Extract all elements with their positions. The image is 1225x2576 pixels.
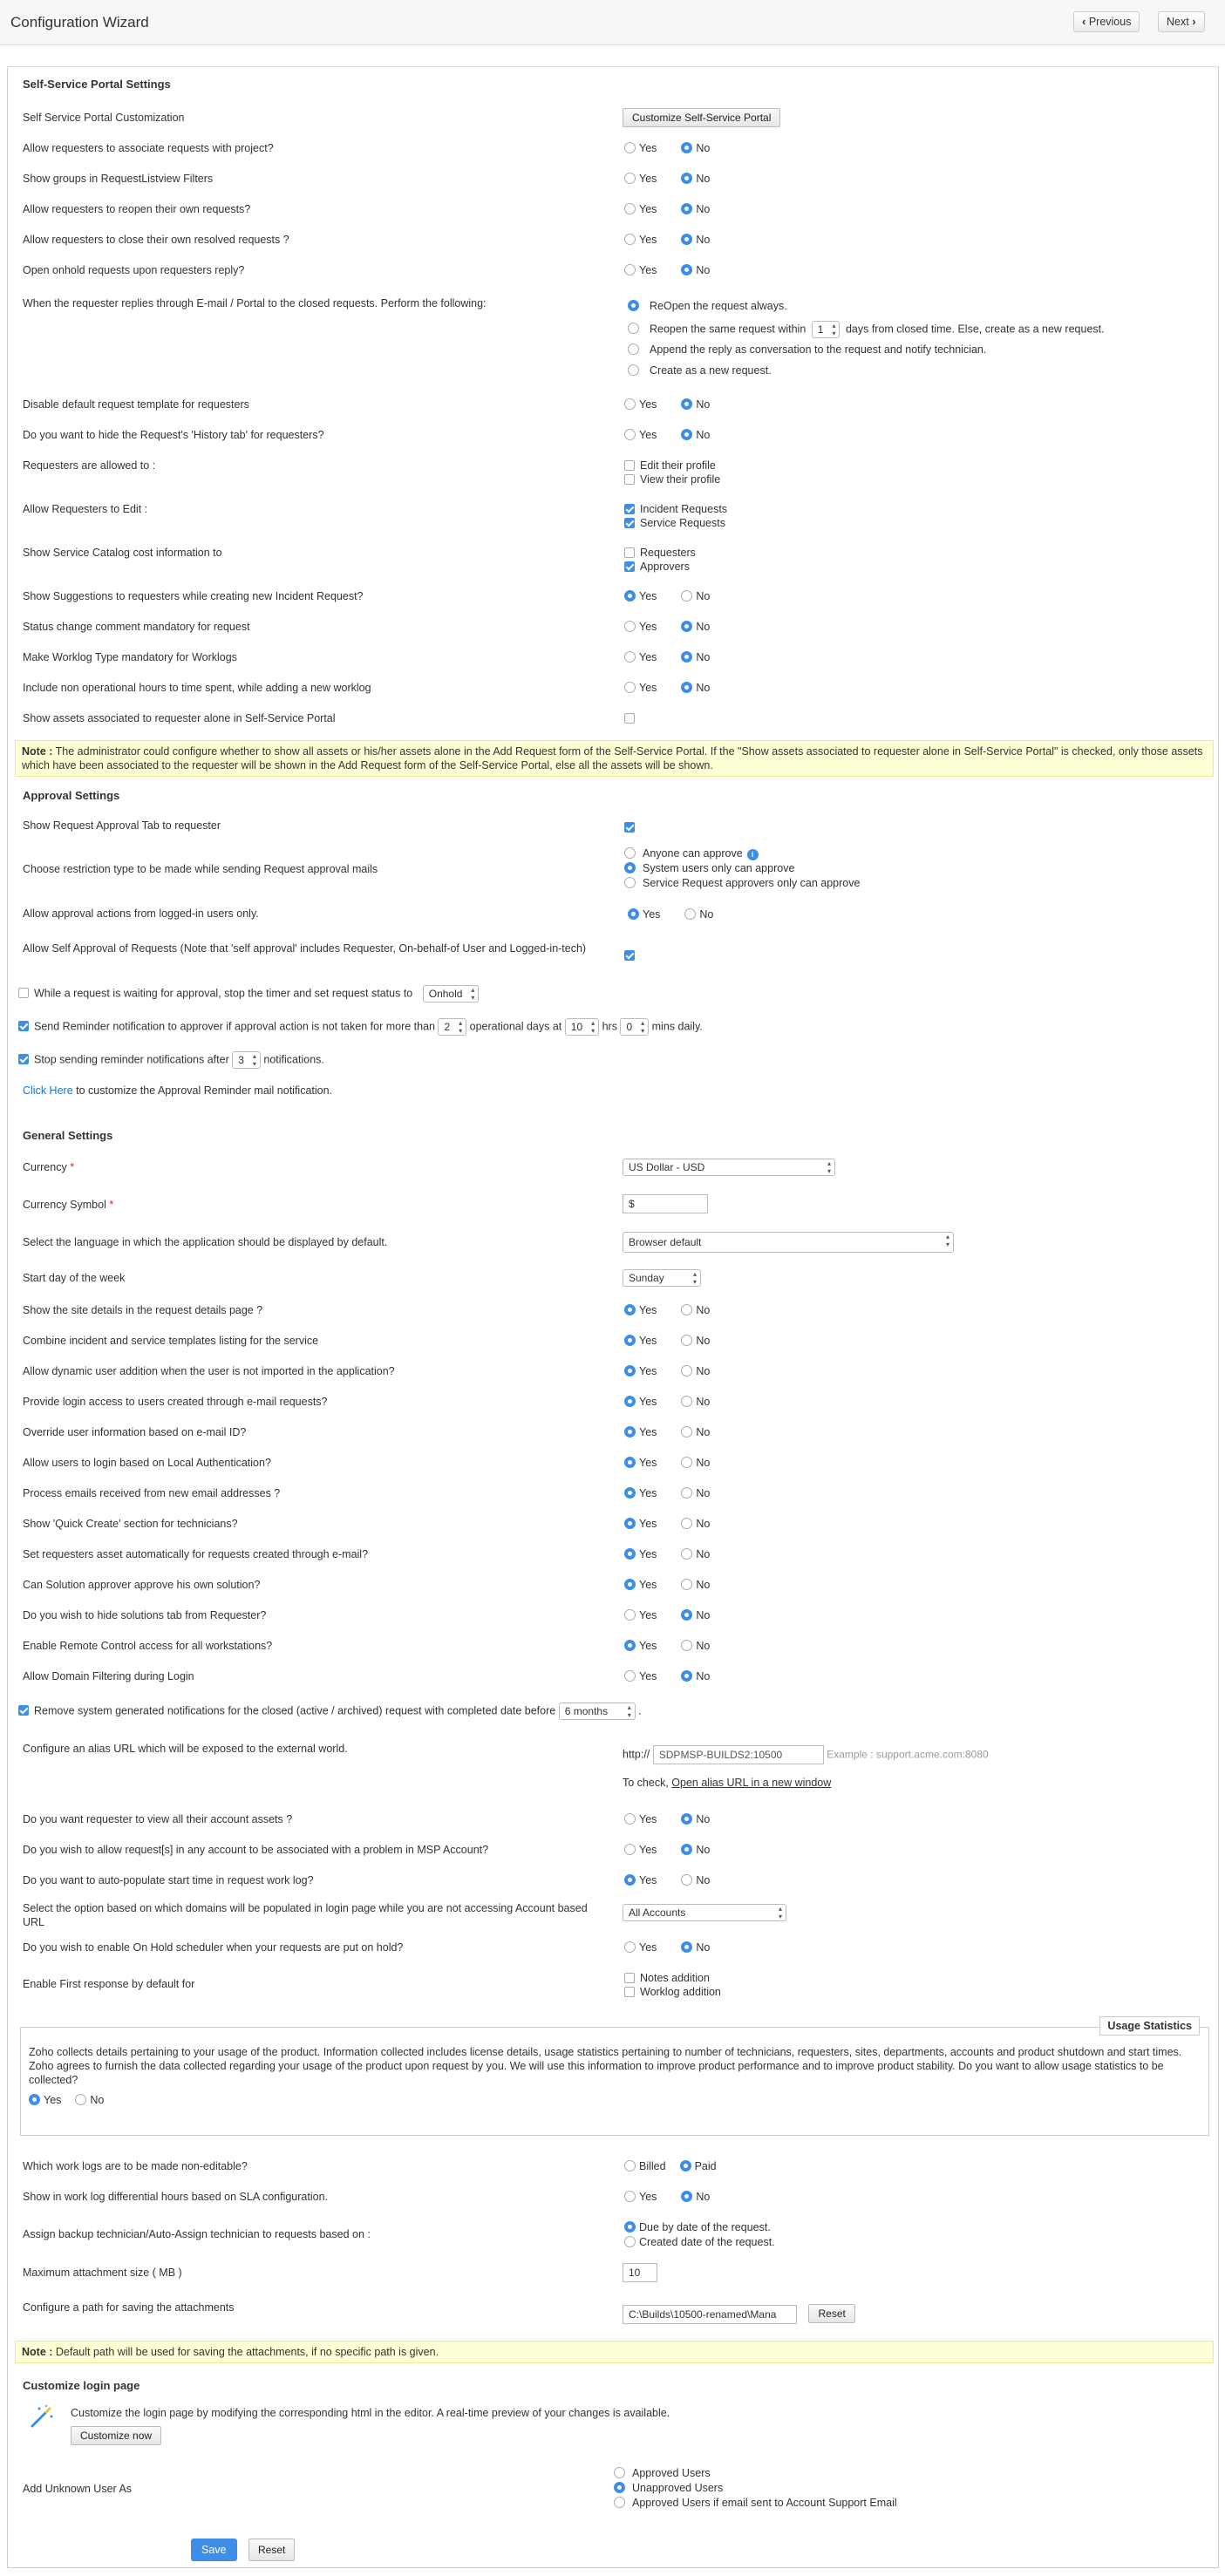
setting-label: Open onhold requests upon requesters reply? [23,264,245,276]
radio-yes[interactable]: Yes [624,650,657,664]
remove-period-select[interactable]: 6 months ▴ ▾ [559,1703,636,1720]
radio-yes[interactable]: Yes [624,398,657,411]
radio-yes[interactable]: Yes [624,1873,657,1887]
radio-no[interactable]: No [681,1940,710,1954]
reply-option-reopen[interactable]: ReOpen the request always. [628,299,787,313]
noneditable-worklog-label: Which work logs are to be made non-editable? [23,2160,248,2172]
requesters-allowed-label: Requesters are allowed to : [23,459,156,472]
setting-label: Show the site details in the request details page ? [23,1304,263,1316]
radio-yes[interactable]: Yes [624,1608,657,1622]
magic-wand-icon [29,2403,55,2433]
setting-label: Do you want to hide the Request's 'History tab' for requesters? [23,429,324,441]
radio-yes[interactable]: Yes [624,620,657,634]
radio-no[interactable]: No [681,1812,710,1826]
setting-label: Combine incident and service templates listing for the service [23,1335,319,1347]
setting-label: Do you want requester to view all their account assets ? [23,1813,293,1825]
radio-anyone-approve[interactable]: Anyone can approve i [624,846,759,860]
save-button[interactable]: Save [191,2539,237,2561]
radio-approved-if-support-email[interactable]: Approved Users if email sent to Account Support Email [614,2496,897,2510]
reply-action-label: When the requester replies through E-mail / Portal to the closed requests. Perform the following: [23,297,487,309]
radio-yes[interactable]: Yes [624,263,657,277]
radio-no[interactable]: No [681,233,710,247]
unknown-user-label: Add Unknown User As [23,2483,133,2495]
chevron-right-icon: › [1192,15,1196,28]
assets-label: Show assets associated to requester alone in Self-Service Portal [23,712,336,724]
radio-yes[interactable]: Yes [624,2190,657,2204]
checkbox-notes-addition[interactable]: Notes addition [624,1971,710,1985]
section-title-login: Customize login page [23,2379,140,2392]
wizard-header [0,0,1225,45]
section-title-approval: Approval Settings [23,789,120,802]
radio-no[interactable]: No [681,1843,710,1857]
radio-no[interactable]: No [684,907,713,921]
setting-label: Set requesters asset automatically for requests created through e-mail? [23,1548,369,1560]
setting-label: Can Solution approver approve his own solution? [23,1579,261,1591]
ssp-customization-label: Self Service Portal Customization [23,112,185,124]
cost-info-label: Show Service Catalog cost information to [23,547,222,559]
onhold-scheduler-label: Do you wish to enable On Hold scheduler when your requests are put on hold? [23,1941,404,1954]
max-attachment-label: Maximum attachment size ( MB ) [23,2267,182,2279]
radio-yes[interactable]: Yes [624,1669,657,1683]
start-day-select[interactable]: Sunday ▴ ▾ [623,1269,701,1287]
radio-yes[interactable]: Yes [29,2093,61,2107]
checkbox-stop-timer[interactable] [18,988,29,998]
radio-yes[interactable]: Yes [628,907,660,921]
max-attachment-input[interactable]: 10 [623,2263,657,2282]
info-icon[interactable]: i [747,849,759,860]
radio-no[interactable]: No [681,1395,710,1409]
radio-approved-users[interactable]: Approved Users [614,2466,711,2480]
radio-no[interactable]: No [681,1578,710,1592]
setting-label: Show 'Quick Create' section for technicians? [23,1518,238,1530]
requesters-edit-label: Allow Requesters to Edit : [23,503,148,515]
radio-system-users-approve[interactable]: System users only can approve [624,861,794,875]
setting-label: Provide login access to users created through e-mail requests? [23,1396,328,1408]
setting-label: Status change comment mandatory for request [23,621,250,633]
alias-url-label: Configure an alias URL which will be exposed to the external world. [23,1743,348,1755]
radio-yes[interactable]: Yes [624,1940,657,1954]
start-day-label: Start day of the week [23,1272,126,1284]
reminder-mins-select[interactable]: 0 ▴ ▾ [620,1018,649,1036]
setting-label: Allow Domain Filtering during Login [23,1670,194,1682]
section-title-general: General Settings [23,1129,113,1142]
currency-symbol-label: Currency Symbol * [23,1199,114,1211]
currency-symbol-input[interactable]: $ [623,1194,708,1213]
timer-status-select[interactable]: Onhold ▴ ▾ [423,985,480,1003]
reply-option-reopen-within[interactable]: Reopen the same request within 1 ▴ ▾ days from closed time. Else, create as a new request. [628,321,1105,338]
usage-statistics-text: Zoho collects details pertaining to your usage of the product. Information collected includes license details, usage statistics pertaining to number of technicians, requesters, sites, departments, accounts and product shutdown and start times. Zoho agrees to furnish the data collected regarding your usage of the product upon request by you. We will use this information to improve product performance and to improve product stability. Do you want to allow usage statistics to be collected? [29,2046,1182,2086]
radio-no[interactable]: No [681,1608,710,1622]
checkbox-remove-notifications[interactable] [18,1705,29,1716]
radio-no[interactable]: No [681,428,710,442]
checkbox-service-requests[interactable]: Service Requests [624,516,725,530]
radio-yes[interactable]: Yes [624,1578,657,1592]
radio-no[interactable]: No [681,1873,710,1887]
radio-yes[interactable]: Yes [624,1425,657,1439]
radio-paid[interactable]: Paid [680,2159,717,2173]
restriction-label: Choose restriction type to be made while sending Request approval mails [23,863,378,875]
radio-no[interactable]: No [681,1364,710,1378]
setting-label: Allow requesters to associate requests with project? [23,142,274,154]
domain-select[interactable]: All Accounts ▴ ▾ [623,1904,786,1921]
radio-yes[interactable]: Yes [624,428,657,442]
click-here-link[interactable]: Click Here [23,1084,73,1097]
checkbox-edit-profile[interactable]: Edit their profile [624,459,716,472]
radio-yes[interactable]: Yes [624,1334,657,1348]
reply-option-append[interactable]: Append the reply as conversation to the request and notify technician. [628,343,986,357]
setting-label: Allow users to login based on Local Authentication? [23,1457,271,1469]
radio-yes[interactable]: Yes [624,1547,657,1561]
radio-no[interactable]: No [681,1456,710,1470]
path-reset-button[interactable]: Reset [808,2304,854,2323]
radio-yes[interactable]: Yes [624,1486,657,1500]
show-approval-tab-label: Show Request Approval Tab to requester [23,819,221,832]
radio-no[interactable]: No [681,1517,710,1531]
radio-no[interactable]: No [681,1334,710,1348]
radio-yes[interactable]: Yes [624,202,657,216]
radio-no[interactable]: No [681,398,710,411]
radio-no[interactable]: No [681,589,710,603]
customize-now-button[interactable]: Customize now [71,2426,161,2445]
radio-created-date[interactable]: Created date of the request. [624,2235,775,2249]
radio-unapproved-users[interactable]: Unapproved Users [614,2481,723,2495]
checkbox-incident-requests[interactable]: Incident Requests [624,502,727,516]
radio-yes[interactable]: Yes [624,1517,657,1531]
chevron-left-icon: ‹ [1082,15,1086,28]
radio-no[interactable]: No [681,1639,710,1653]
checkbox-cost-approvers[interactable]: Approvers [624,560,690,574]
setting-label: Allow requesters to reopen their own requests? [23,203,251,215]
radio-yes[interactable]: Yes [624,1395,657,1409]
self-approval-label: Allow Self Approval of Requests (Note that 'self approval' includes Requester, On-behalf-of User and Logged-in-tech) [23,942,587,955]
checkbox-send-reminder[interactable] [18,1021,29,1031]
radio-no[interactable]: No [681,1425,710,1439]
checkbox-view-profile[interactable]: View their profile [624,472,720,486]
radio-no[interactable]: No [681,1669,710,1683]
reset-button[interactable]: Reset [248,2539,295,2561]
radio-no[interactable]: No [681,620,710,634]
alias-example: Example : support.acme.com:8080 [827,1748,989,1761]
reminder-days-select[interactable]: 2 ▴ ▾ [438,1018,466,1036]
language-label: Select the language in which the application should be displayed by default. [23,1236,388,1248]
stop-timer-row: While a request is waiting for approval, stop the timer and set request status to Onhold ▴ ▾ [18,985,479,1003]
setting-label: Show Suggestions to requesters while creating new Incident Request? [23,590,364,602]
setting-label: Allow requesters to close their own resolved requests ? [23,234,289,246]
radio-no[interactable]: No [681,263,710,277]
radio-no[interactable]: No [681,2190,710,2204]
remove-notifications-row: Remove system generated notifications for the closed (active / archived) request with completed date before 6 months ▴ ▾ . [18,1703,642,1720]
radio-sr-approvers-approve[interactable]: Service Request approvers only can approve [624,876,860,890]
language-select[interactable]: Browser default ▴ ▾ [623,1232,954,1253]
stop-count-select[interactable]: 3 ▴ ▾ [232,1051,261,1069]
logged-in-label: Allow approval actions from logged-in users only. [23,907,259,920]
reply-option-new[interactable]: Create as a new request. [628,364,772,377]
attachment-path-label: Configure a path for saving the attachments [23,2301,235,2314]
checkbox-self-approval[interactable] [624,948,640,962]
checkbox-worklog-addition[interactable]: Worklog addition [624,1985,721,1999]
usage-statistics-box [20,2020,1209,2136]
attachment-path-note: Note : Default path will be used for saving the attachments, if no specific path is given. [15,2341,1214,2363]
currency-select[interactable]: US Dollar - USD ▴ ▾ [623,1159,835,1176]
radio-no[interactable]: No [681,141,710,155]
radio-yes[interactable]: Yes [624,1303,657,1317]
setting-label: Override user information based on e-mail ID? [23,1426,247,1438]
setting-label: Do you wish to allow request[s] in any account to be associated with a problem in MSP Account? [23,1844,489,1856]
checkbox-cost-requesters[interactable]: Requesters [624,546,696,560]
setting-label: Do you want to auto-populate start time in request work log? [23,1874,314,1886]
radio-yes[interactable]: Yes [624,141,657,155]
radio-yes[interactable]: Yes [624,1812,657,1826]
settings-panel [7,66,1219,2568]
page-title: Configuration Wizard [10,14,149,31]
radio-no[interactable]: No [681,202,710,216]
checkbox-assets-alone[interactable] [624,711,640,725]
checkbox-show-approval-tab[interactable] [624,820,640,834]
radio-no[interactable]: No [681,1303,710,1317]
radio-due-by-date[interactable]: Due by date of the request. [624,2220,771,2234]
radio-yes[interactable]: Yes [624,1364,657,1378]
reminder-customize-row: Click Here to customize the Approval Reminder mail notification. [23,1084,333,1097]
usage-statistics-title: Usage Statistics [1099,2016,1200,2036]
reminder-hrs-select[interactable]: 10 ▴ ▾ [565,1018,599,1036]
radio-no[interactable]: No [75,2093,104,2107]
setting-label: Do you wish to hide solutions tab from Requester? [23,1609,267,1621]
section-title-self-service: Self-Service Portal Settings [23,78,171,91]
reply-days-select[interactable]: 1 ▴ ▾ [812,321,840,338]
setting-label: Process emails received from new email addresses ? [23,1487,281,1499]
radio-billed[interactable]: Billed [624,2159,666,2173]
radio-no[interactable]: No [681,650,710,664]
radio-yes[interactable]: Yes [624,589,657,603]
radio-yes[interactable]: Yes [624,233,657,247]
setting-label: Make Worklog Type mandatory for Worklogs [23,651,237,663]
assets-note: Note : The administrator could configure whether to show all assets or his/her assets alone in the Add Request form of the Self-Service Portal. If the "Show assets associated to requester alone in Self-Service Portal" is checked, only those assets which have been associated to the requester will be shown in the Add Request form of the Self-Service Portal, else all the assets will be shown. [15,740,1214,777]
radio-no[interactable]: No [681,1486,710,1500]
radio-no[interactable]: No [681,1547,710,1561]
alias-url-input[interactable]: SDPMSP-BUILDS2:10500 [653,1745,824,1764]
setting-label: Show groups in RequestListview Filters [23,173,214,185]
radio-no[interactable]: No [681,681,710,695]
radio-yes[interactable]: Yes [624,1843,657,1857]
reminder-row: Send Reminder notification to approver if approval action is not taken for more than 2 ▴ ▾ operational days at 10 ▴ ▾ hrs 0 ▴ ▾ mins daily. [18,1018,703,1036]
domain-filter-label: Select the option based on which domains will be populated in login page while you are not accessing Account based URL [23,1902,588,1928]
alias-check-row: To check, Open alias URL in a new window [623,1777,832,1789]
radio-no[interactable]: No [681,172,710,186]
open-alias-link[interactable]: Open alias URL in a new window [671,1777,832,1789]
differential-hours-label: Show in work log differential hours based on SLA configuration. [23,2191,328,2203]
setting-label: Allow dynamic user addition when the user is not imported in the application? [23,1365,395,1377]
next-button[interactable]: Next › [1158,11,1205,32]
login-customize-text: Customize the login page by modifying the corresponding html in the editor. A real-time preview of your changes is available. [71,2407,670,2419]
alias-url-row: http:// SDPMSP-BUILDS2:10500 Example : support.acme.com:8080 [623,1745,989,1764]
previous-button[interactable]: ‹ Previous [1073,11,1140,32]
setting-label: Enable Remote Control access for all workstations? [23,1640,273,1652]
radio-yes[interactable]: Yes [624,1456,657,1470]
radio-yes[interactable]: Yes [624,172,657,186]
backup-technician-label: Assign backup technician/Auto-Assign technician to requests based on : [23,2228,371,2240]
stop-reminder-row: Stop sending reminder notifications after 3 ▴ ▾ notifications. [18,1051,324,1069]
setting-label: Include non operational hours to time spent, while adding a new worklog [23,682,371,694]
currency-label: Currency * [23,1161,75,1173]
checkbox-stop-reminder[interactable] [18,1054,29,1064]
radio-yes[interactable]: Yes [624,1639,657,1653]
attachment-path-input[interactable]: C:\Builds\10500-renamed\Mana [623,2305,797,2324]
first-response-label: Enable First response by default for [23,1978,195,1990]
customize-ssp-button[interactable]: Customize Self-Service Portal [623,108,780,127]
setting-label: Disable default request template for requesters [23,398,249,411]
radio-yes[interactable]: Yes [624,681,657,695]
